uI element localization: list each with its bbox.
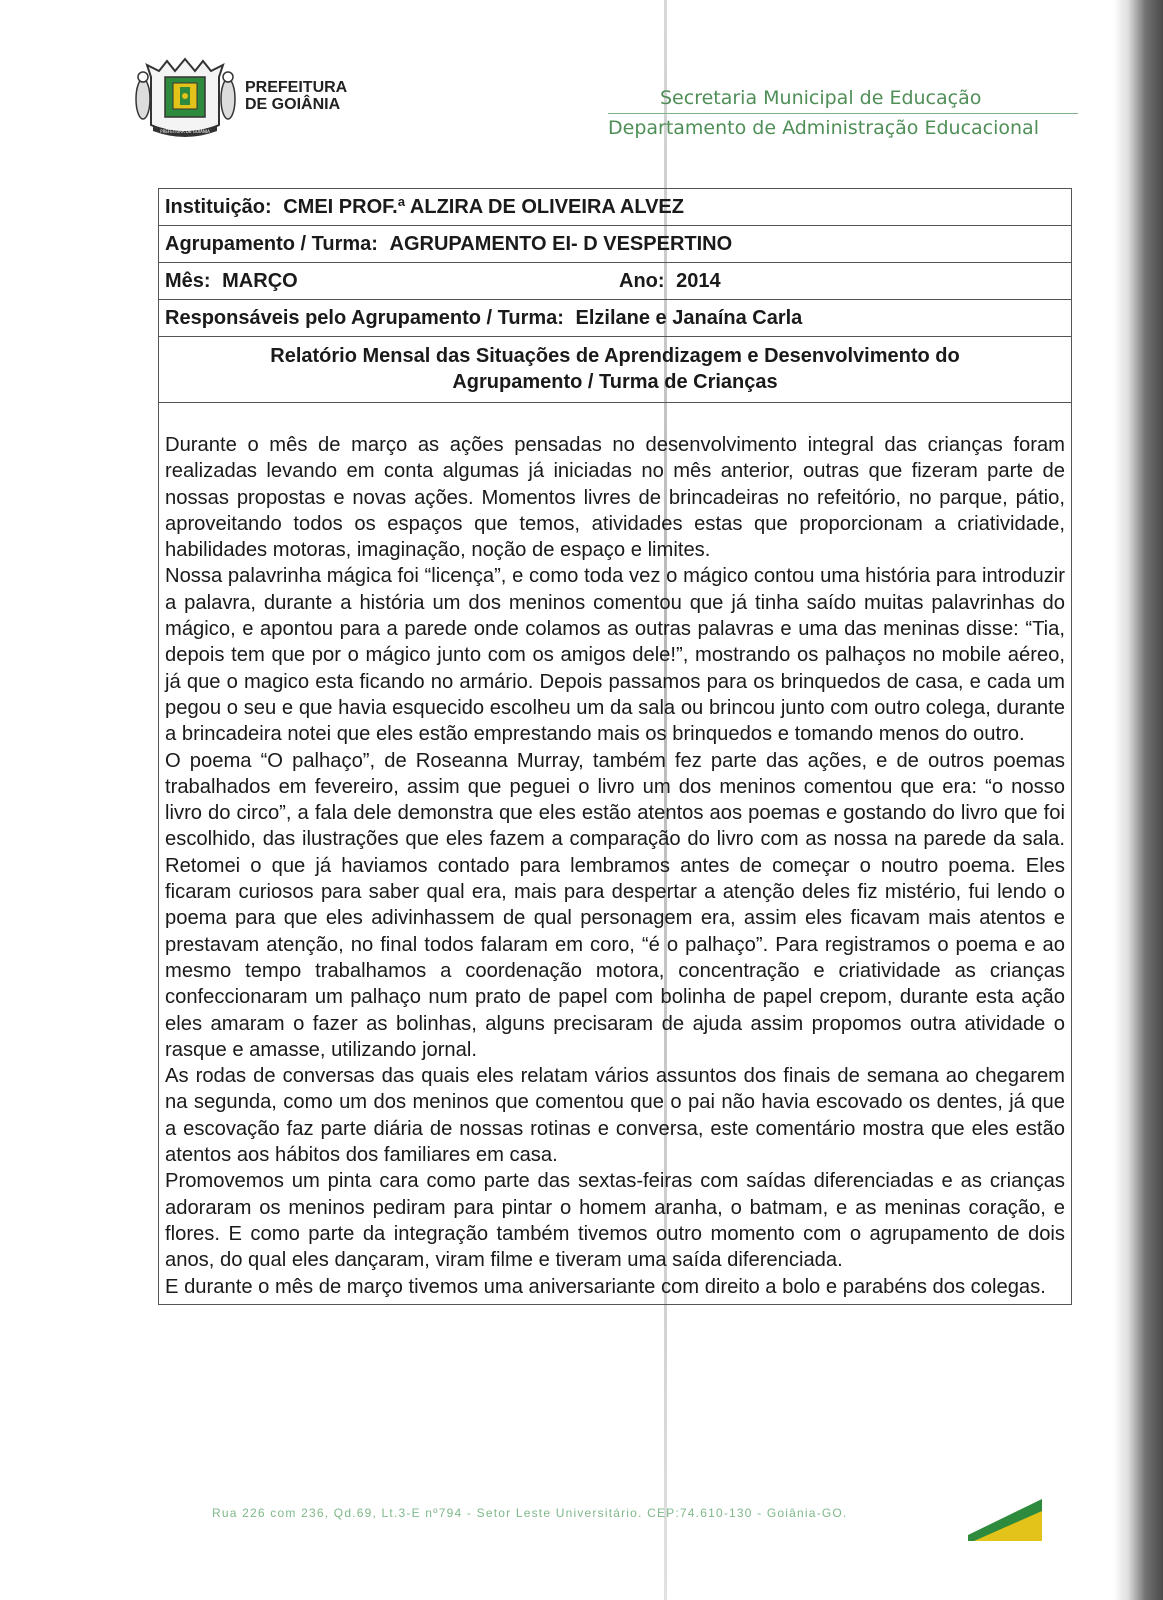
city-hall-name xyxy=(245,79,347,113)
agrupamento-label: Agrupamento / Turma: xyxy=(165,233,378,255)
city-hall-name-line2: DE GOIÂNIA xyxy=(245,96,341,113)
scan-edge-shadow xyxy=(1113,0,1163,1600)
footer-triangle-logo-icon xyxy=(968,1497,1042,1541)
report-paragraph: Nossa palavrinha mágica foi “licença”, e como toda vez o mágico contou uma história para introduzir a palavra, durante a história um dos meninos comentou que já tinha saído muitas palavrinhas do mágico, e apontou para a parede onde colamos as outras palavras e uma das meninas disse: “Tia, depois tem que por o mágico junto com os amigos dele!”, mostrando os palhaços no mobile aéreo, já que o magico esta ficando no armário. Depois passamos para os brinquedos de casa, e cada um pegou o seu e que havia esquecido escolheu um da sala ou brincou junto com outro colega, durante a brincadeira notei que eles estão emprestando mais os brinquedos e tomando menos do outro. xyxy=(165,565,1065,746)
education-department-heading xyxy=(608,85,1078,142)
report-paragraph: As rodas de conversas das quais eles relatam vários assuntos dos finais de semana ao chegarem na segunda, como um dos meninos que comentou que o pai não havia escovado os dentes, já que a escovação faz parte diária de nossas rotinas e conversa, este comentário mostra que eles estão atentos aos hábitos dos familiares em casa. xyxy=(165,1065,1065,1167)
responsaveis-value: Elzilane e Janaína Carla xyxy=(575,307,803,329)
svg-text:PREFEITURA DE GOIÂNIA: PREFEITURA DE GOIÂNIA xyxy=(160,129,210,134)
agrupamento-row xyxy=(159,226,1071,263)
report-title-line1: Relatório Mensal das Situações de Aprendizagem e Desenvolvimento do xyxy=(270,345,960,367)
ano-field xyxy=(619,263,721,299)
agrupamento-value: AGRUPAMENTO EI- D VESPERTINO xyxy=(389,233,733,255)
city-hall-name-line1: PREFEITURA xyxy=(245,79,348,96)
report-form xyxy=(158,188,1072,1305)
report-paragraph: Durante o mês de março as ações pensadas no desenvolvimento integral das crianças foram realizadas levando em conta algumas já iniciadas no mês anterior, outras que fizeram parte de nossas propostas e novas ações. Momentos livres de brincadeiras no refeitório, no parque, pátio, aproveitando todos os espaços que temos, atividades estas que proporcionam a criatividade, habilidades motoras, imaginação, noção de espaço e limites. xyxy=(165,434,1065,562)
report-paragraph: E durante o mês de março tivemos uma aniversariante com direito a bolo e parabéns dos colegas. xyxy=(165,1275,1046,1298)
departamento-name: Departamento de Administração Educacional xyxy=(608,117,1039,139)
mes-ano-row xyxy=(159,263,1071,300)
ano-label: Ano: xyxy=(619,270,665,292)
mes-label: Mês: xyxy=(165,270,211,292)
mes-value: MARÇO xyxy=(222,270,298,292)
footer-address: Rua 226 com 236, Qd.69, Lt.3-E nº794 - Setor Leste Universitário. CEP:74.610-130 - Goiânia-GO. xyxy=(212,1506,848,1520)
responsaveis-label: Responsáveis pelo Agrupamento / Turma: xyxy=(165,307,564,329)
ano-value: 2014 xyxy=(676,270,721,292)
instituicao-value: CMEI PROF.ª ALZIRA DE OLIVEIRA ALVEZ xyxy=(283,196,684,218)
city-coat-of-arms-logo xyxy=(133,55,238,140)
heading-divider xyxy=(608,113,1078,114)
letterhead xyxy=(133,55,1163,145)
instituicao-row xyxy=(159,189,1071,226)
report-body xyxy=(159,403,1071,1304)
responsaveis-row xyxy=(159,300,1071,337)
instituicao-label: Instituição: xyxy=(165,196,272,218)
report-paragraph: Promovemos um pinta cara como parte das sextas-feiras com saídas diferenciadas e as crianças adoraram os meninos pediram para pintar o homem aranha, o batmam, e as meninas coração, e flores. E como parte da integração também tivemos outro momento com o agrupamento de dois anos, do qual eles dançaram, viram filme e tiveram uma saída diferenciada. xyxy=(165,1170,1065,1272)
report-paragraph: O poema “O palhaço”, de Roseanna Murray, também fez parte das ações, e de outros poemas trabalhados em fevereiro, assim que peguei o livro um dos meninos comentou que era: “o nosso livro do circo”, a fala dele demonstra que eles estão atentos aos poemas e gostando do livro que foi escolhido, das ilustrações que eles fazem a comparação do livro com as nossa na parede da sala. Retomei o que já haviamos contado para lembramos antes de começar o noutro poema. Eles ficaram curiosos para saber qual era, mais para despertar a atenção deles fiz mistério, fui lendo o poema para que eles adivinhassem de qual personagem era, assim eles ficavam mais atentos e prestavam atenção, no final todos falaram em coro, “é o palhaço”. Para registramos o poema e ao mesmo tempo trabalhamos a coordenação motora, concentração e criatividade as crianças confeccionaram um palhaço num prato de papel com bolinha de papel crepom, durante esta ação eles amaram o fazer as bolinhas, alguns precisaram de ajuda assim propomos outra atividade o rasque e amasse, utilizando jornal. xyxy=(165,749,1065,1061)
report-title xyxy=(159,337,1071,403)
secretaria-name: Secretaria Municipal de Educação xyxy=(660,87,982,109)
report-title-line2: Agrupamento / Turma de Crianças xyxy=(452,371,778,393)
